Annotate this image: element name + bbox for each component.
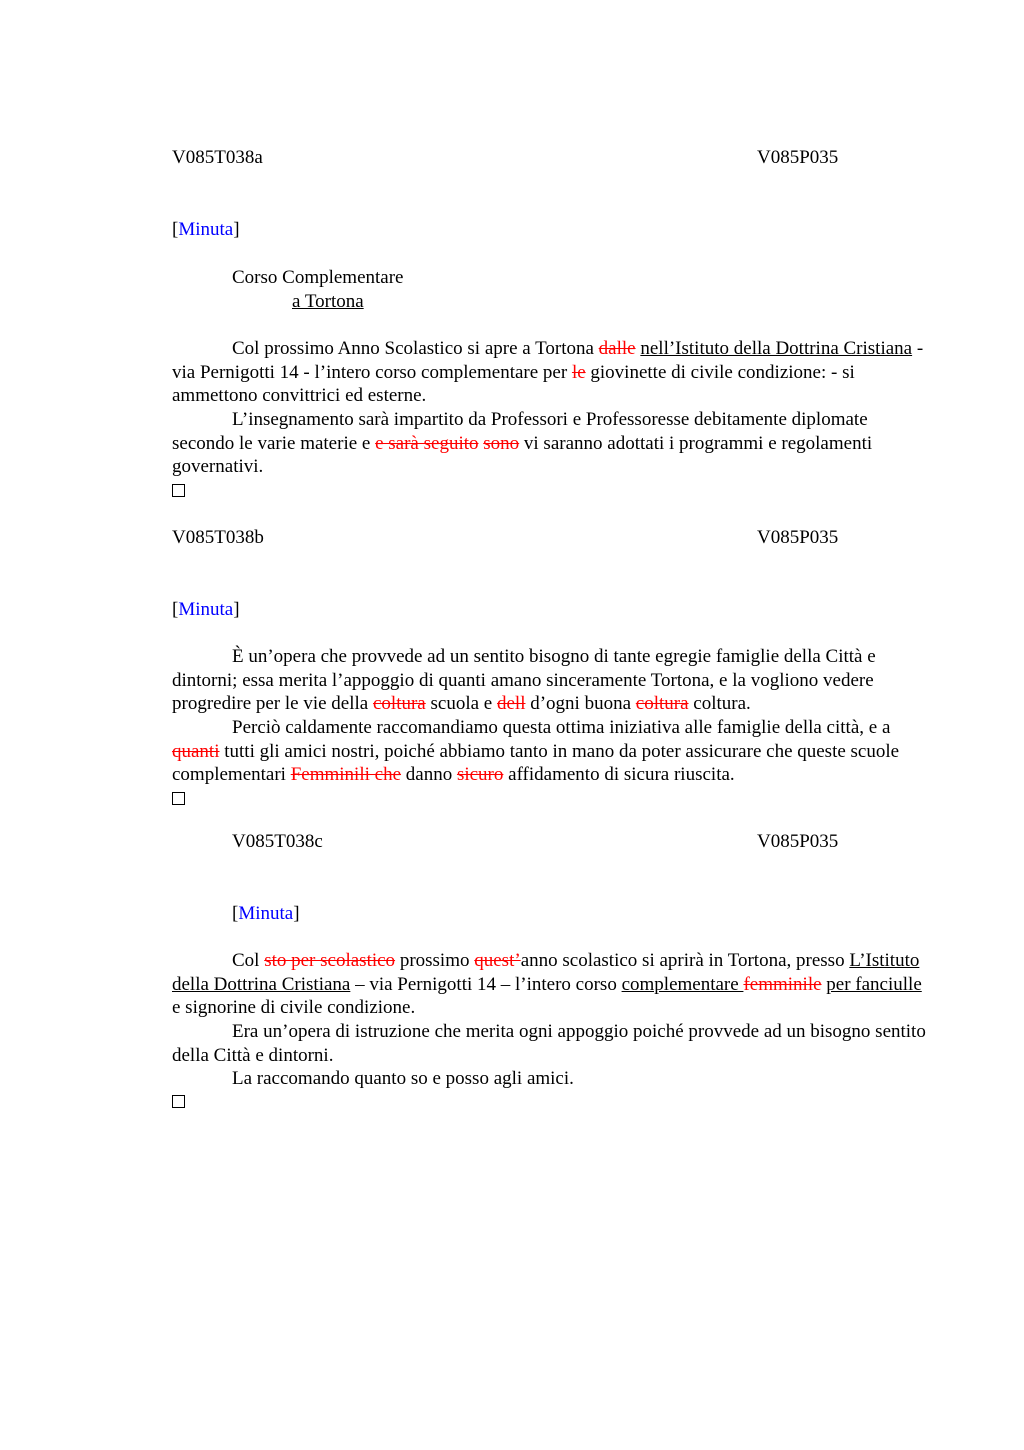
section-c-minuta-tag: [Minuta] [232,903,300,924]
section-c-paragraph-1: Col sto per scolastico prossimo quest’anno scolastico si aprirà in Tortona, presso L’Istituto della Dottrina Cristiana – via Pernigotti 14 – l’intero corso complementare femminile per fanciulle e signorine di civile condizione. [172,950,922,1019]
section-c-code-left: V085T038c [232,831,323,852]
section-c-paragraph-3: La raccomando quanto so e posso agli amici. [232,1068,574,1089]
section-b-code-left: V085T038b [172,527,264,548]
section-a-title-line2: a Tortona [292,291,364,312]
section-b-minuta-tag: [Minuta] [172,599,240,620]
section-a-end-box-icon [172,484,185,497]
section-a-minuta-tag: [Minuta] [172,219,240,240]
section-b-end-box-icon [172,792,185,805]
section-a-paragraph-1: Col prossimo Anno Scolastico si apre a Tortona dalle nell’Istituto della Dottrina Cristiana - via Pernigotti 14 - l’intero corso complementare per le giovinette di civile condizione: - si ammettono convittrici ed esterne. [172,338,924,407]
section-a-code-left: V085T038a [172,147,263,168]
section-b-code-right: V085P035 [757,527,839,548]
section-c-paragraph-2: Era un’opera di istruzione che merita ogni appoggio poiché provvede ad un bisogno sentito della Città e dintorni. [172,1021,926,1066]
section-c-code-right: V085P035 [757,831,839,852]
section-c-end-box-icon [172,1095,185,1108]
section-a-code-right: V085P035 [757,147,839,168]
section-b-paragraph-1: È un’opera che provvede ad un sentito bisogno di tante egregie famiglie della Città e dintorni; essa merita l’appoggio di quanti amano sinceramente Tortona, e la vogliono vedere progredire per le vie della coltura scuola e dell d’ogni buona coltura coltura. [172,646,876,715]
section-b-paragraph-2: Perciò caldamente raccomandiamo questa ottima iniziativa alle famiglie della città, e a quanti tutti gli amici nostri, poiché abbiamo tanto in mano da poter assicurare che queste scuole complementari Femminili che danno sicuro affidamento di sicura riuscita. [172,717,900,786]
section-a-paragraph-2: L’insegnamento sarà impartito da Professori e Professoresse debitamente diplomate secondo le varie materie e e sarà seguito sono vi saranno adottati i programmi e regolamenti governativi. [172,409,873,478]
section-a-title-line1: Corso Complementare [232,267,404,288]
